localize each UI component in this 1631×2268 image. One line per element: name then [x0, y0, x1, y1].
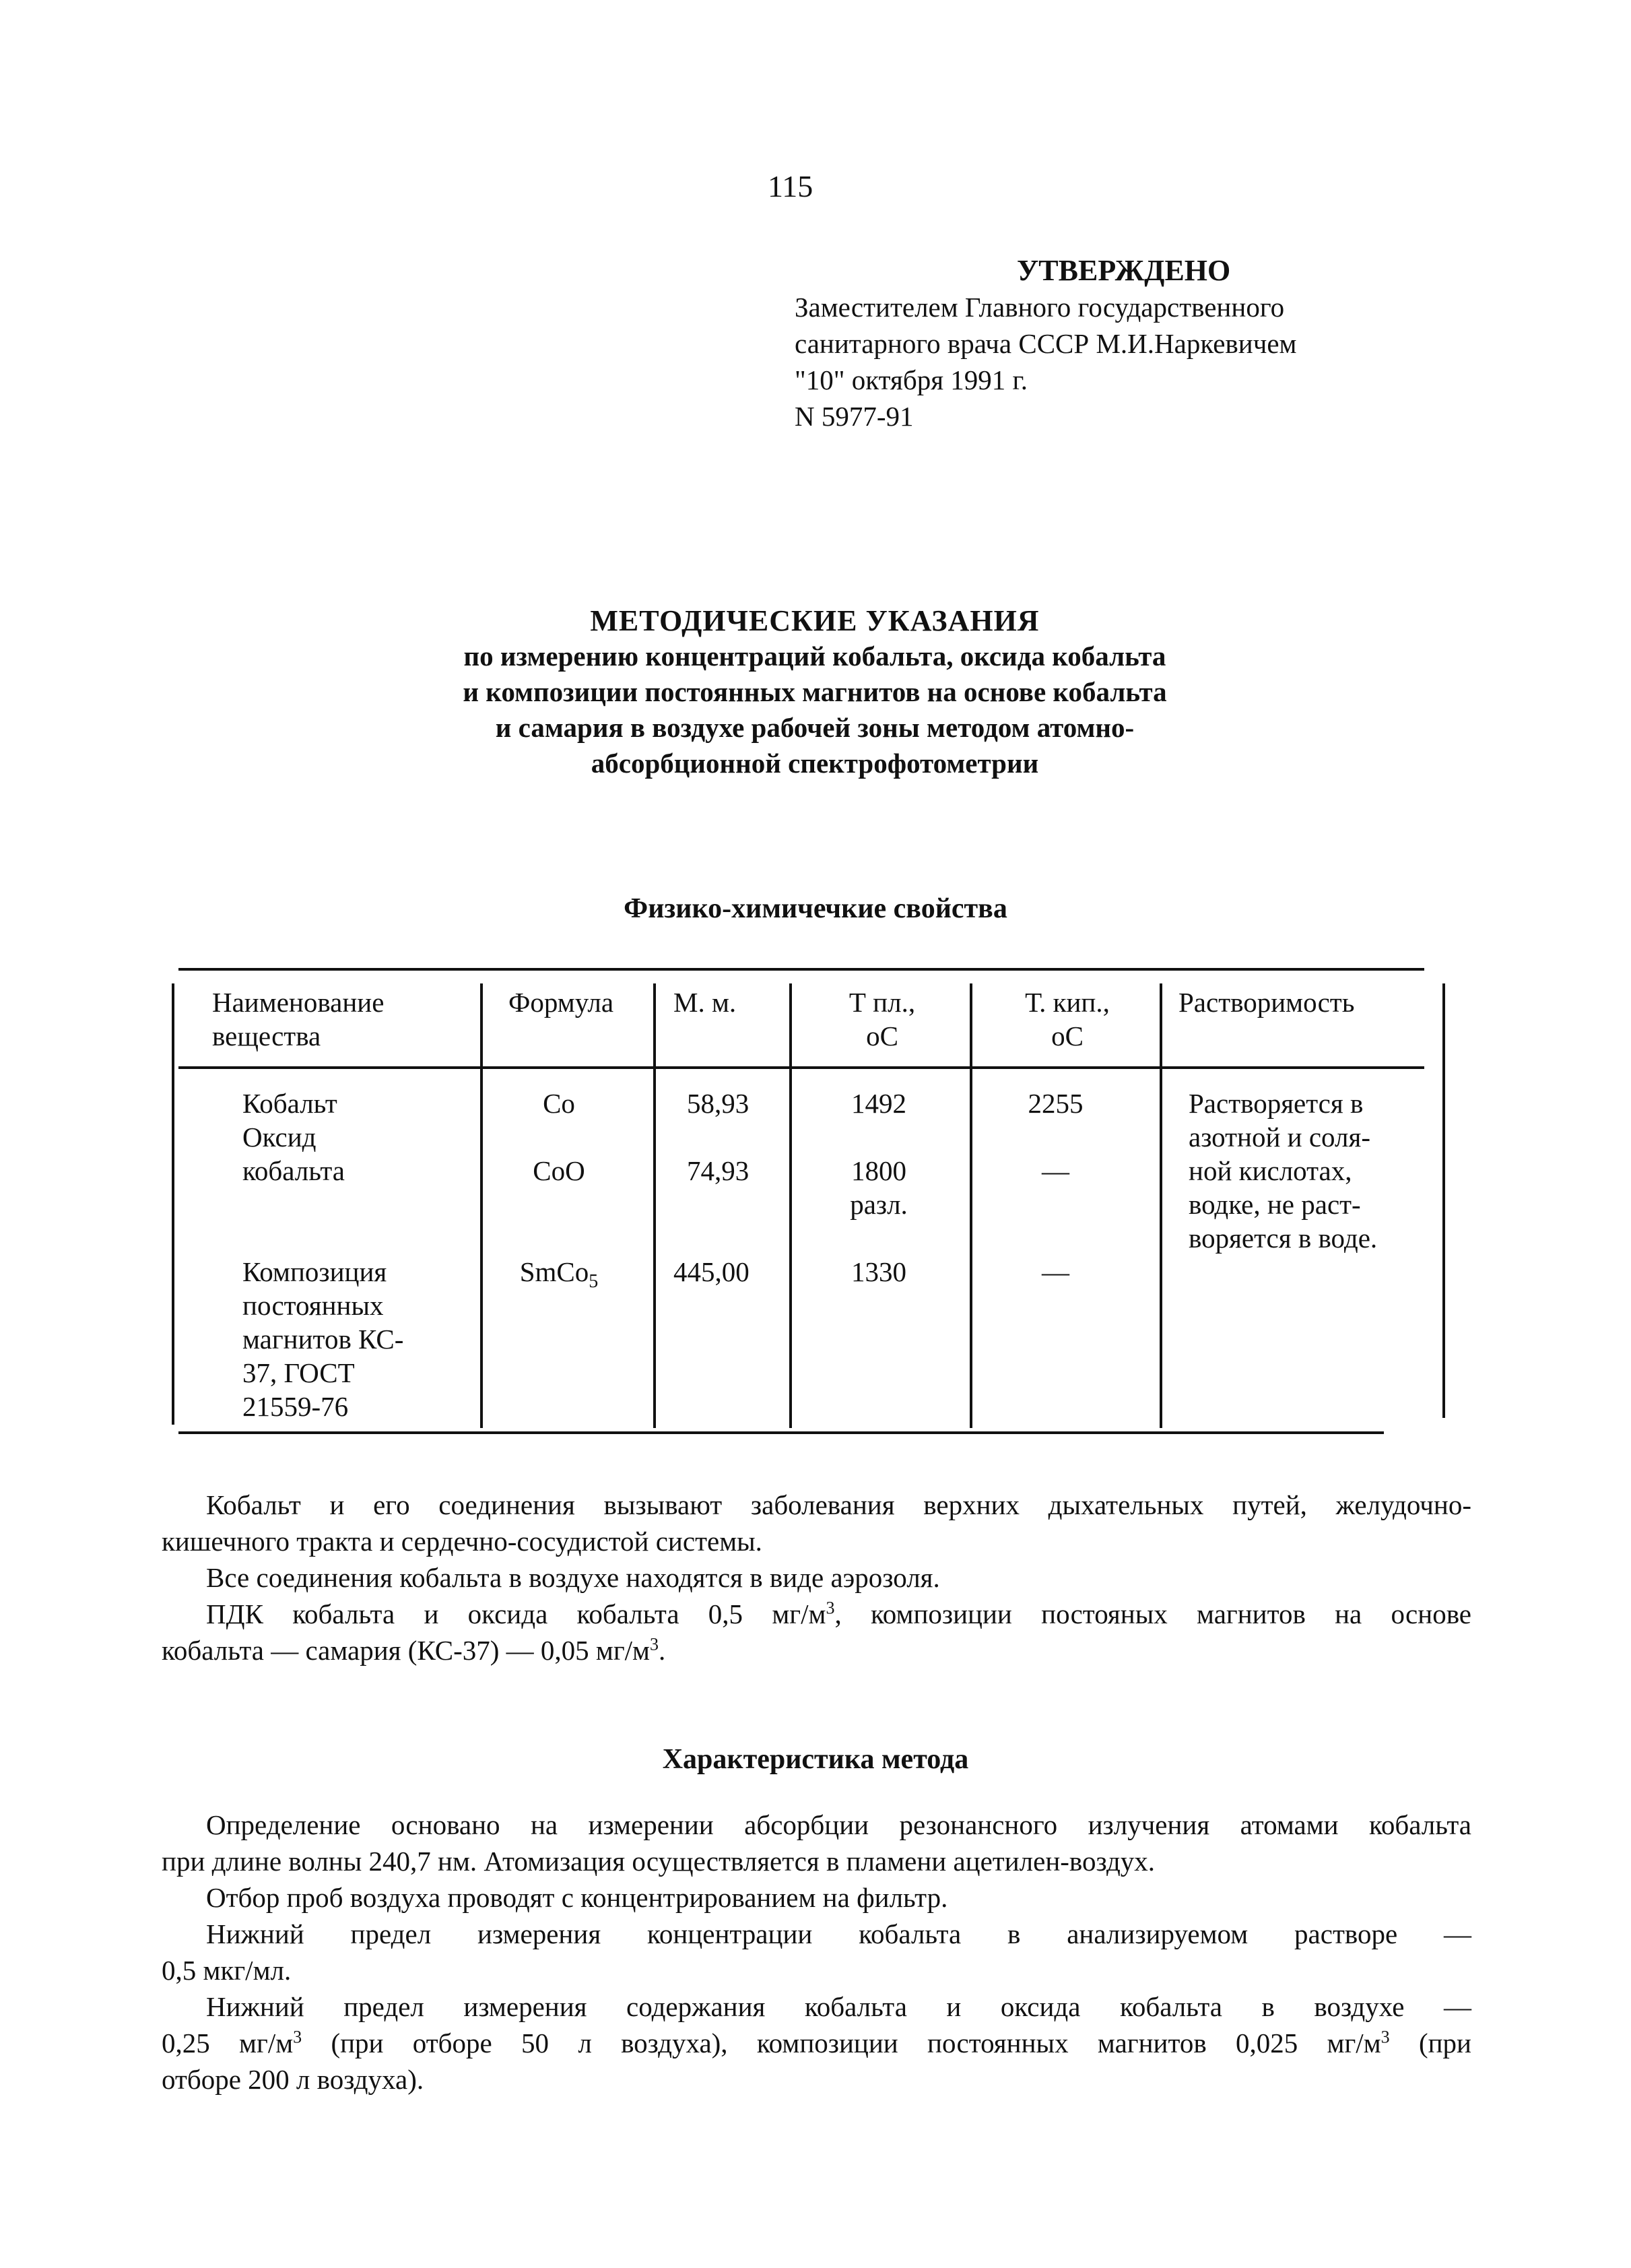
column-divider: [970, 983, 972, 1428]
cell-molar-mass: 445,00: [673, 1256, 750, 1287]
page-number: 115: [768, 169, 813, 203]
table-border-right: [1442, 983, 1445, 1418]
text-run: ПДК кобальта и оксида кобальта 0,5 мг/м: [206, 1598, 826, 1629]
cell-name-line: постоянных: [242, 1290, 384, 1321]
cell-boiling-point: 2255: [1028, 1088, 1084, 1119]
document-title: [202, 603, 1428, 781]
paragraph-line: [162, 2025, 1471, 2061]
cell-melt-line: 1800: [851, 1155, 906, 1186]
cell-boiling-point: —: [1042, 1256, 1069, 1287]
solubility-line: азотной и соля-: [1189, 1122, 1370, 1153]
cell-name-line: Композиция: [242, 1256, 387, 1287]
cell-name: [242, 1120, 345, 1188]
title-line: и композиции постоянных магнитов на основе кобальта: [463, 676, 1167, 707]
cell-name-line: магнитов КС-: [242, 1324, 404, 1355]
text-run: кобальта — самария (КС-37) — 0,05 мг/м: [162, 1635, 651, 1666]
cell-melt-line: разл.: [850, 1189, 908, 1220]
paragraph-line: [162, 1632, 1471, 1668]
header-boil-line: Т. кип.,: [1025, 987, 1110, 1018]
table-header-rule: [178, 1066, 1424, 1069]
column-divider: [1160, 983, 1162, 1428]
cell-molar-mass: 58,93: [687, 1088, 750, 1119]
cell-name-line: 21559-76: [242, 1391, 349, 1422]
paragraph-line: [162, 1596, 1471, 1632]
title-line: абсорбционной спектрофотометрии: [591, 748, 1039, 779]
cell-melting-point: 1492: [851, 1088, 906, 1119]
cell-molar-mass: 74,93: [687, 1155, 750, 1186]
header-boil-line: оС: [1051, 1020, 1084, 1051]
column-divider: [480, 983, 483, 1428]
approval-number: N 5977-91: [795, 401, 914, 432]
text-run: (при отборе 50 л воздуха), композиции постоянных магнитов 0,025 мг/м: [302, 2028, 1381, 2059]
approval-block: [795, 253, 1297, 434]
cell-formula: Co: [543, 1088, 575, 1119]
title-main: МЕТОДИЧЕСКИЕ УКАЗАНИЯ: [590, 604, 1040, 637]
text-run: 0,25 мг/м: [162, 2028, 294, 2059]
header-molar-mass: М. м.: [673, 987, 737, 1018]
formula-base: SmCo: [519, 1256, 589, 1287]
paragraph-line: Отбор проб воздуха проводят с концентрированием на фильтр.: [206, 1882, 948, 1913]
cell-melting-point: 1330: [851, 1256, 906, 1287]
approval-line: Заместителем Главного государственного: [795, 292, 1285, 323]
title-line: по измерению концентраций кобальта, оксида кобальта: [463, 641, 1166, 672]
cell-formula: CoO: [533, 1155, 585, 1186]
method-text: [162, 1807, 1471, 2098]
paragraph-line: Нижний предел измерения содержания кобальта и оксида кобальта в воздухе —: [206, 1991, 1471, 2022]
approval-line: санитарного врача СССР М.И.Наркевичем: [795, 328, 1297, 359]
cell-name: [242, 1255, 403, 1423]
superscript: 3: [293, 2027, 302, 2047]
table-top-rule: [178, 968, 1424, 971]
header-name-line: вещества: [212, 1020, 321, 1051]
approval-line: "10" октября 1991 г.: [795, 364, 1028, 395]
approval-heading: УТВЕРЖДЕНО: [1017, 254, 1231, 287]
cell-name-line: Оксид: [242, 1122, 317, 1153]
cell-solubility: [1189, 1087, 1377, 1255]
cell-name-line: 37, ГОСТ: [242, 1357, 355, 1388]
paragraph-line: Все соединения кобальта в воздухе находятся в виде аэрозоля.: [206, 1562, 940, 1593]
header-melt-line: оС: [866, 1020, 898, 1051]
text-run: , композиции постояных магнитов на основе: [834, 1598, 1472, 1629]
solubility-line: водке, не раст-: [1189, 1189, 1361, 1220]
header-name-line: Наименование: [212, 987, 385, 1018]
properties-section-title: Физико-химичечкие свойства: [624, 893, 1007, 924]
cell-boiling-point: —: [1042, 1155, 1069, 1186]
superscript: 3: [1380, 2027, 1390, 2047]
cell-name-line: кобальта: [242, 1155, 345, 1186]
solubility-line: Растворяется в: [1189, 1088, 1364, 1119]
paragraph-line: Определение основано на измерении абсорбции резонансного излучения атомами кобальта: [206, 1809, 1471, 1840]
table-border-left: [172, 983, 174, 1425]
paragraph-line: кишечного тракта и сердечно-сосудистой системы.: [162, 1526, 762, 1557]
text-run: .: [659, 1635, 666, 1666]
paragraph-line: отборе 200 л воздуха).: [162, 2064, 424, 2095]
header-melt-line: Т пл.,: [848, 987, 916, 1018]
paragraph-line: Кобальт и его соединения вызывают заболевания верхних дыхательных путей, желудочно-: [206, 1489, 1471, 1520]
paragraph-line: при длине волны 240,7 нм. Атомизация осуществляется в пламени ацетилен-воздух.: [162, 1846, 1156, 1877]
header-melting-point: [795, 985, 970, 1053]
header-name: [212, 985, 384, 1053]
cell-melting-point: [791, 1154, 966, 1221]
text-run: (при: [1389, 2028, 1471, 2059]
cell-formula: [481, 1255, 636, 1299]
header-boiling-point: [976, 985, 1158, 1053]
formula-subscript: 5: [589, 1271, 599, 1293]
body-text: [162, 1487, 1471, 1668]
table-bottom-rule: [178, 1431, 1384, 1434]
title-line: и самария в воздухе рабочей зоны методом атомно-: [495, 712, 1135, 743]
superscript: 3: [650, 1634, 659, 1654]
superscript: 3: [826, 1598, 835, 1618]
method-section-title: Характеристика метода: [662, 1744, 969, 1775]
column-divider: [653, 983, 656, 1428]
solubility-line: воряется в воде.: [1189, 1223, 1378, 1254]
paragraph-line: 0,5 мкг/мл.: [162, 1955, 292, 1986]
cell-name: Кобальт: [242, 1088, 337, 1119]
solubility-line: ной кислотах,: [1189, 1155, 1352, 1186]
header-solubility: Растворимость: [1178, 987, 1355, 1018]
header-formula: Формула: [508, 987, 614, 1018]
paragraph-line: Нижний предел измерения концентрации кобальта в анализируемом растворе —: [206, 1918, 1471, 1949]
